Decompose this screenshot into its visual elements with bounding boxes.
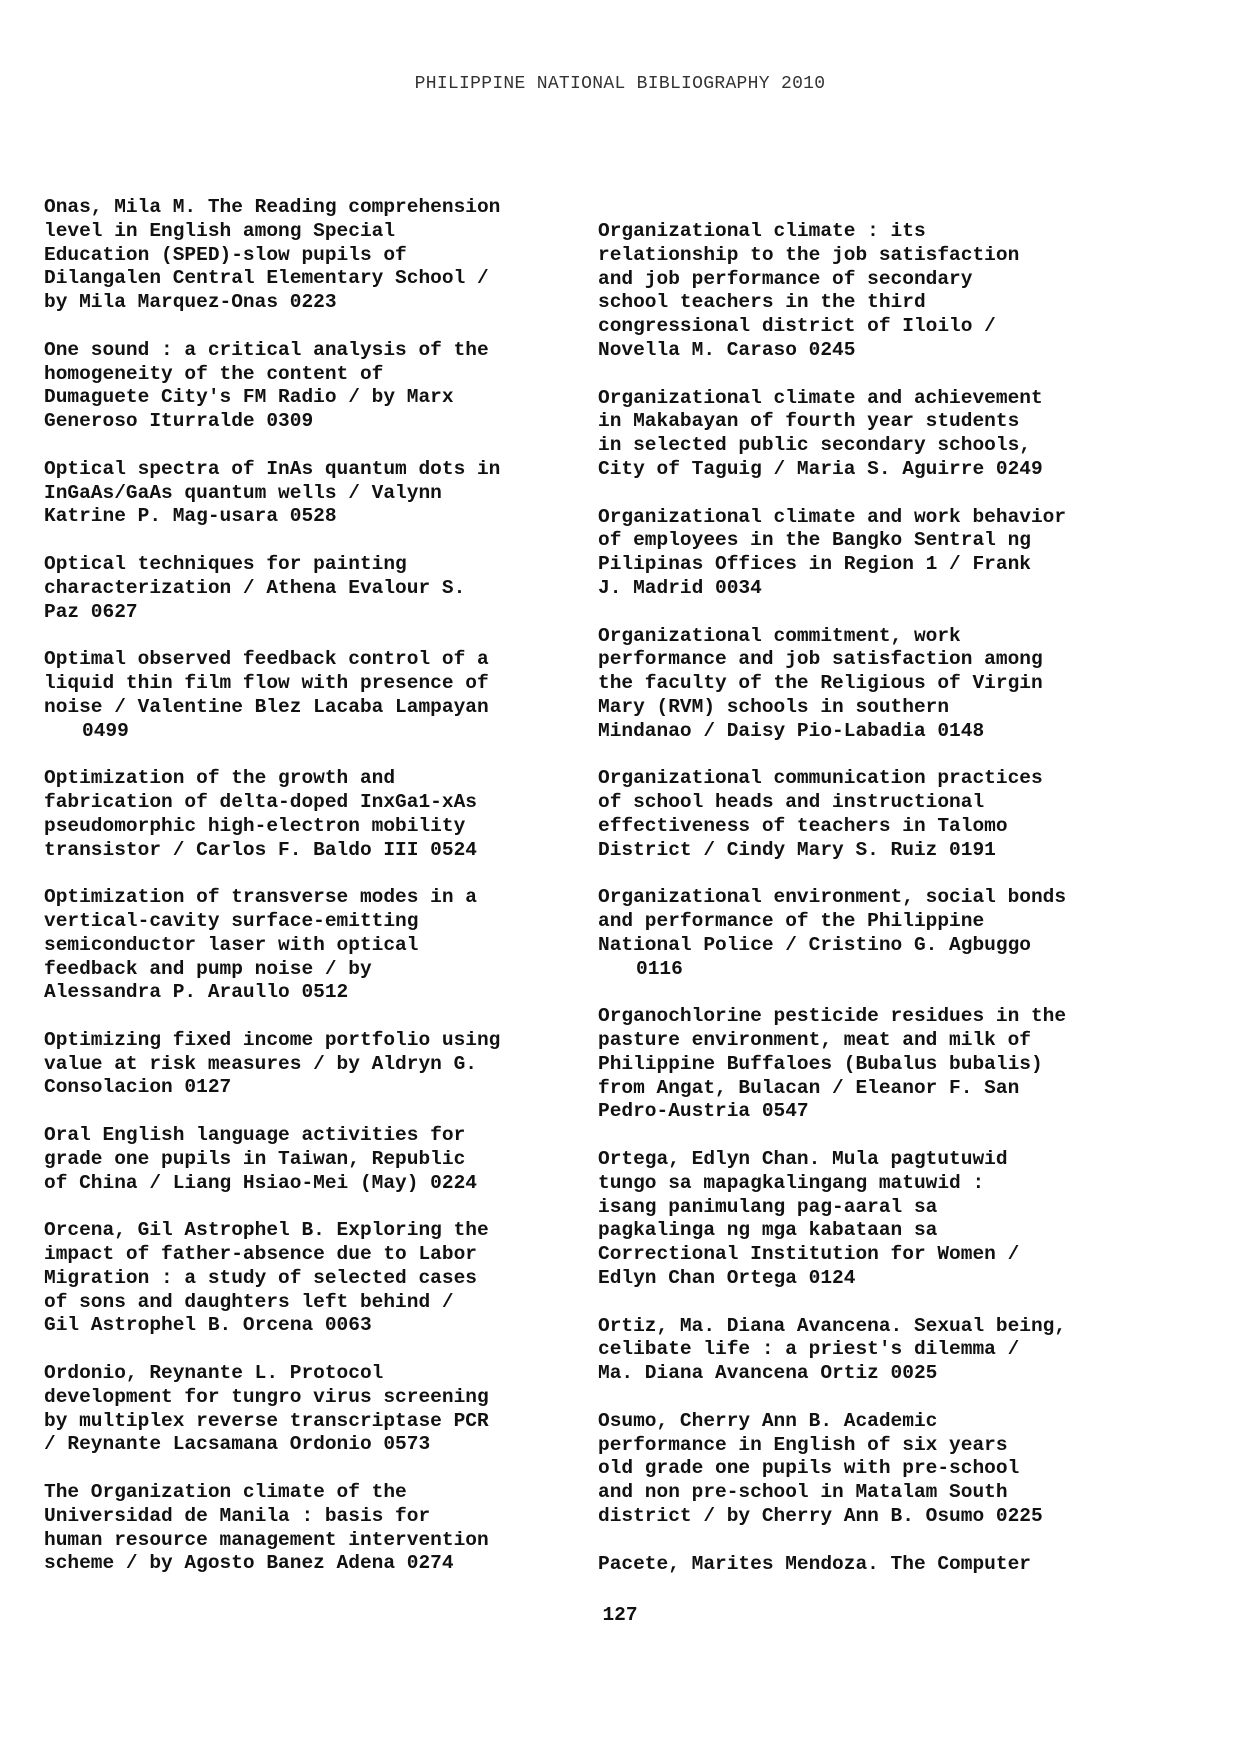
entry-line: performance and job satisfaction among [598,648,1043,671]
entry-line: Dumaguete City's FM Radio / by Marx [44,386,454,409]
entry-line: The Organization climate of the [44,1481,407,1504]
entry-line: effectiveness of teachers in Talomo [598,814,1008,837]
entry-line: development for tungro virus screening [44,1385,489,1408]
entry-line: of school heads and instructional [598,791,985,814]
entry-line: Optical spectra of InAs quantum dots in [44,457,501,480]
entry-line: Organizational climate and achievement [598,386,1043,409]
entry-line: Oral English language activities for [44,1124,466,1147]
running-header: PHILIPPINE NATIONAL BIBLIOGRAPHY 2010 [414,74,826,94]
entry-line: relationship to the job satisfaction [598,243,1020,266]
entry-line: of sons and daughters left behind / [44,1290,454,1313]
entry-line: Pacete, Marites Mendoza. The Computer [598,1552,1031,1575]
entry-line: Dilangalen Central Elementary School / [44,267,489,290]
entry-line: Optical techniques for painting [44,552,407,575]
entry-line: Ortiz, Ma. Diana Avancena. Sexual being, [598,1314,1067,1337]
entry-line: level in English among Special [44,219,396,242]
entry-line: Organizational communication practices [598,767,1043,790]
entry-line: Mary (RVM) schools in southern [598,695,950,718]
bibliography-entry [598,1148,1128,1291]
entry-line: characterization / Athena Evalour S. [44,576,466,599]
entry-line: and performance of the Philippine [598,910,985,933]
entry-line: in Makabayan of fourth year students [598,410,1020,433]
entry-line: by Mila Marquez-Onas 0223 [44,291,337,314]
right-column [598,220,1128,1600]
bibliography-entry [598,625,1128,744]
entry-line: Organizational climate and work behavior [598,505,1067,528]
entry-line: semiconductor laser with optical [44,933,419,956]
entry-line: Optimal observed feedback control of a [44,648,489,671]
entry-line: 0499 [82,719,129,742]
entry-line: Organizational environment, social bonds [598,886,1067,909]
entry-line: and non pre-school in Matalam South [598,1481,1008,1504]
entry-line: value at risk measures / by Aldryn G. [44,1052,477,1075]
entry-line: Optimization of the growth and [44,767,396,790]
entry-line: Pilipinas Offices in Region 1 / Frank [598,553,1031,576]
bibliography-entry [44,458,574,529]
bibliography-entry [44,1362,574,1457]
bibliography-entry [598,1410,1128,1529]
entry-line: celibate life : a priest's dilemma / [598,1338,1020,1361]
left-column [44,196,574,1600]
entry-line: InGaAs/GaAs quantum wells / Valynn [44,481,442,504]
entry-line: transistor / Carlos F. Baldo III 0524 [44,838,477,861]
entry-line: Generoso Iturralde 0309 [44,410,314,433]
entry-line: human resource management intervention [44,1528,489,1551]
entry-line: Mindanao / Daisy Pio-Labadia 0148 [598,719,985,742]
bibliography-entry [44,1029,574,1100]
entry-line: from Angat, Bulacan / Eleanor F. San [598,1076,1020,1099]
bibliography-entry [44,648,574,743]
entry-line: Ma. Diana Avancena Ortiz 0025 [598,1362,938,1385]
entry-line: Organizational climate : its [598,220,926,242]
entry-line: isang panimulang pag-aaral sa [598,1195,938,1218]
page-number: 127 [602,1604,638,1626]
entry-line: feedback and pump noise / by [44,957,372,980]
entry-line: district / by Cherry Ann B. Osumo 0225 [598,1505,1043,1528]
entry-line: Education (SPED)-slow pupils of [44,243,407,266]
entry-line: tungo sa mapagkalingang matuwid : [598,1171,985,1194]
entry-line: pagkalinga ng mga kabataan sa [598,1219,938,1242]
entry-line: Katrine P. Mag-usara 0528 [44,505,337,528]
entry-line: Osumo, Cherry Ann B. Academic [598,1409,938,1432]
entry-line: of employees in the Bangko Sentral ng [598,529,1031,552]
bibliography-entry [598,1315,1128,1386]
entry-line: J. Madrid 0034 [598,576,762,599]
entry-line: Edlyn Chan Ortega 0124 [598,1267,856,1290]
entry-line: scheme / by Agosto Banez Adena 0274 [44,1552,454,1575]
entry-line: school teachers in the third [598,291,926,314]
entry-line: and job performance of secondary [598,267,973,290]
entry-line: pseudomorphic high-electron mobility [44,814,466,837]
bibliography-entry [598,1005,1128,1124]
bibliography-entry [598,1553,1128,1577]
bibliography-entry [44,196,574,315]
entry-line: vertical-cavity surface-emitting [44,909,419,932]
entry-line: Organochlorine pesticide residues in the [598,1005,1067,1028]
entry-line: the faculty of the Religious of Virgin [598,672,1043,695]
entry-line: Consolacion 0127 [44,1076,232,1099]
bibliography-entry [44,767,574,862]
entry-line: 0116 [636,957,683,980]
entry-line: Gil Astrophel B. Orcena 0063 [44,1314,372,1337]
entry-line: homogeneity of the content of [44,362,384,385]
bibliography-entry [598,220,1128,363]
entry-line: Universidad de Manila : basis for [44,1504,431,1527]
bibliography-entry [598,767,1128,862]
entry-line: Orcena, Gil Astrophel B. Exploring the [44,1219,489,1242]
entry-line: impact of father-absence due to Labor [44,1243,477,1266]
entry-line: grade one pupils in Taiwan, Republic [44,1147,466,1170]
entry-line: liquid thin film flow with presence of [44,671,489,694]
entry-line: noise / Valentine Blez Lacaba Lampayan [44,695,489,718]
entry-line: Philippine Buffaloes (Bubalus bubalis) [598,1052,1043,1075]
entry-line: / Reynante Lacsamana Ordonio 0573 [44,1433,431,1456]
bibliography-entry [44,1124,574,1195]
entry-line: performance in English of six years [598,1433,1008,1456]
entry-line: Correctional Institution for Women / [598,1243,1020,1266]
entry-line: National Police / Cristino G. Agbuggo [598,933,1031,956]
entry-line: Paz 0627 [44,600,138,623]
bibliography-entry [44,339,574,434]
entry-line: Ordonio, Reynante L. Protocol [44,1362,384,1385]
bibliography-entry [598,387,1128,482]
entry-line: City of Taguig / Maria S. Aguirre 0249 [598,457,1043,480]
bibliography-entry [44,1219,574,1338]
bibliography-entry [44,886,574,1005]
entry-line: pasture environment, meat and milk of [598,1029,1031,1052]
entry-line: Alessandra P. Araullo 0512 [44,981,349,1004]
bibliography-entry [44,1481,574,1576]
bibliography-entry [44,553,574,624]
entry-line: Optimization of transverse modes in a [44,886,477,909]
bibliography-entry [598,506,1128,601]
entry-line: congressional district of Iloilo / [598,315,996,338]
entry-line: fabrication of delta-doped InxGa1-xAs [44,790,477,813]
entry-line: old grade one pupils with pre-school [598,1457,1020,1480]
entry-line: by multiplex reverse transcriptase PCR [44,1409,489,1432]
entry-line: Optimizing fixed income portfolio using [44,1028,501,1051]
bibliography-entry [598,886,1128,981]
entry-line: in selected public secondary schools, [598,434,1031,457]
entry-line: Onas, Mila M. The Reading comprehension [44,196,501,218]
entry-line: of China / Liang Hsiao-Mei (May) 0224 [44,1171,477,1194]
entry-line: Ortega, Edlyn Chan. Mula pagtutuwid [598,1148,1008,1171]
entry-line: Migration : a study of selected cases [44,1266,477,1289]
entry-line: One sound : a critical analysis of the [44,338,489,361]
entry-line: Novella M. Caraso 0245 [598,338,856,361]
entry-line: Organizational commitment, work [598,624,961,647]
entry-line: Pedro-Austria 0547 [598,1100,809,1123]
entry-line: District / Cindy Mary S. Ruiz 0191 [598,838,996,861]
